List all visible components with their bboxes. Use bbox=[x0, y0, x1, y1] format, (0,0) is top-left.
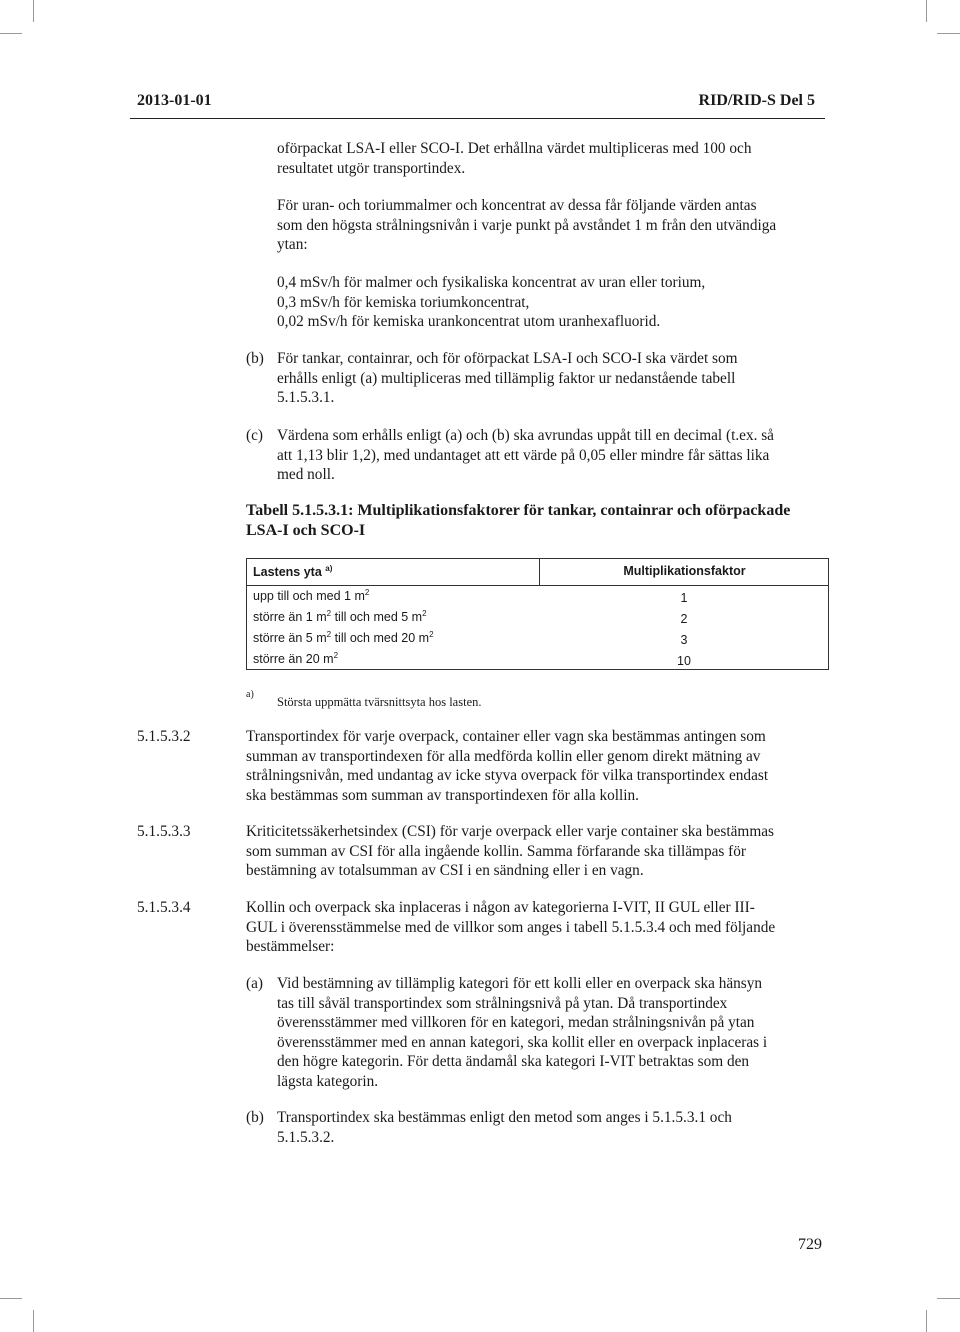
text-line: summan av transportindexen för alla medförda kollin eller genom direkt mätning av bbox=[246, 747, 761, 765]
table-row bbox=[247, 629, 828, 650]
cell-text: större än 20 m bbox=[253, 652, 334, 666]
ore-paragraph bbox=[277, 196, 776, 255]
cell-text: upp till och med 1 m bbox=[253, 589, 365, 603]
section-number: 5.1.5.3.4 bbox=[137, 899, 191, 916]
text-line: att 1,13 blir 1,2), med undantaget att ett värde på 0,05 eller mindre får sättas lika bbox=[277, 446, 770, 464]
dose-rate-list bbox=[277, 273, 705, 332]
text-line: 5.1.5.3.1. bbox=[277, 389, 335, 406]
text-line: Tabell 5.1.5.3.1: Multiplikationsfaktorer för tankar, containrar och oförpackade bbox=[246, 502, 791, 519]
item-label: (a) bbox=[246, 975, 263, 992]
section-5-1-5-3-3-text bbox=[246, 822, 774, 881]
footnote-mark: a) bbox=[246, 689, 254, 700]
superscript: 2 bbox=[326, 630, 332, 639]
table-cell: 3 bbox=[680, 633, 688, 647]
section-5-1-5-3-4-text bbox=[246, 898, 775, 957]
crop-mark bbox=[33, 1310, 34, 1332]
section-5-1-5-3-4-item-b bbox=[277, 1108, 732, 1147]
cell-text: till och med 20 m bbox=[331, 631, 430, 645]
text-line: Vid bestämning av tillämplig kategori för ett kolli eller en overpack ska hänsyn bbox=[277, 975, 763, 992]
table-row bbox=[247, 587, 828, 608]
table-cell bbox=[253, 589, 369, 603]
text-line: Värdena som erhålls enligt (a) och (b) ska avrundas uppåt till en decimal (t.ex. så bbox=[277, 427, 774, 444]
table-row bbox=[247, 608, 828, 629]
item-b-paragraph bbox=[277, 349, 738, 408]
text-line: 5.1.5.3.2. bbox=[277, 1128, 335, 1146]
text-line: tas till såväl transportindex som strålningsnivå på ytan. Då transportindex bbox=[277, 994, 728, 1012]
page-number: 729 bbox=[798, 1236, 822, 1253]
text-line: resultatet utgör transportindex. bbox=[277, 159, 466, 177]
text-line: GUL i överensstämmelse med de villkor som anges i tabell 5.1.5.3.4 och med följande bbox=[246, 918, 776, 936]
text-line: med noll. bbox=[277, 466, 335, 483]
text-line: bestämmelser: bbox=[246, 938, 335, 955]
table-header-cell: Multiplikationsfaktor bbox=[623, 564, 746, 578]
footnote-ref: a) bbox=[325, 564, 333, 573]
table-cell bbox=[253, 652, 338, 666]
header-document-code: RID/RID-S Del 5 bbox=[698, 92, 815, 109]
text-line: LSA-I och SCO-I bbox=[246, 522, 366, 539]
item-label: (b) bbox=[246, 350, 264, 367]
crop-mark bbox=[926, 1310, 927, 1332]
crop-mark bbox=[926, 0, 927, 22]
text-line: erhålls enligt (a) multipliceras med tillämplig faktor ur nedanstående tabell bbox=[277, 369, 736, 387]
crop-mark bbox=[33, 0, 34, 22]
item-c-paragraph bbox=[277, 426, 774, 485]
multiplication-factor-table bbox=[246, 558, 829, 670]
section-number: 5.1.5.3.3 bbox=[137, 823, 191, 840]
text-line: Transportindex ska bestämmas enligt den metod som anges i 5.1.5.3.1 och bbox=[277, 1109, 732, 1126]
text-line: som den högsta strålningsnivån i varje punkt på avståndet 1 m från den utvändiga bbox=[277, 216, 777, 234]
table-cell: 2 bbox=[680, 612, 688, 626]
table-header-row bbox=[247, 559, 828, 586]
text-line: För uran- och toriummalmer och koncentrat av dessa får följande värden antas bbox=[277, 197, 757, 214]
text-line: Kriticitetssäkerhetsindex (CSI) för varje overpack eller varje container ska bestämmas bbox=[246, 823, 774, 840]
table-cell bbox=[253, 631, 434, 645]
text-line: som summan av CSI för alla ingående kollin. Samma förfarande ska tillämpas för bbox=[246, 842, 746, 860]
crop-mark bbox=[937, 1298, 960, 1299]
superscript: 2 bbox=[364, 588, 370, 597]
cell-text: till och med 5 m bbox=[331, 610, 423, 624]
superscript: 2 bbox=[422, 609, 427, 618]
text-line: den högre kategorin. För detta ändamål ska kategori I-VIT betraktas som den bbox=[277, 1053, 750, 1070]
text-line: För tankar, containrar, och för oförpackat LSA-I och SCO-I ska värdet som bbox=[277, 350, 738, 367]
item-label: (b) bbox=[246, 1109, 264, 1126]
superscript: 2 bbox=[333, 651, 339, 660]
crop-mark bbox=[937, 33, 960, 34]
text-line: bestämning av totalsumman av CSI i en sändning eller i en vagn. bbox=[246, 862, 644, 879]
section-5-1-5-3-4-item-a bbox=[277, 974, 767, 1091]
superscript: 2 bbox=[429, 630, 434, 639]
text-line: ytan: bbox=[277, 236, 308, 253]
crop-mark bbox=[0, 1298, 22, 1299]
header-label: Lastens yta bbox=[253, 565, 322, 579]
table-header-cell bbox=[253, 565, 332, 579]
text-line: strålningsnivån, med undantag av icke styva overpack för vilka transportindex endast bbox=[246, 767, 769, 784]
section-number: 5.1.5.3.2 bbox=[137, 728, 191, 745]
text-line: ska bestämmas som summan av transportindexen för alla kollin. bbox=[246, 786, 639, 804]
crop-mark bbox=[0, 33, 22, 34]
table-cell bbox=[253, 610, 427, 624]
table-caption bbox=[246, 501, 846, 541]
table-row bbox=[247, 650, 828, 671]
list-item: 0,3 mSv/h för kemiska toriumkoncentrat, bbox=[277, 293, 530, 311]
footnote-text: Största uppmätta tvärsnittsyta hos lasten. bbox=[277, 695, 482, 709]
intro-paragraph bbox=[277, 139, 751, 178]
section-5-1-5-3-2-text bbox=[246, 727, 768, 805]
text-line: Kollin och overpack ska inplaceras i någon av kategorierna I-VIT, II GUL eller III- bbox=[246, 899, 755, 916]
text-line: Transportindex för varje overpack, container eller vagn ska bestämmas antingen som bbox=[246, 728, 766, 745]
item-label: (c) bbox=[246, 427, 263, 444]
list-item: 0,4 mSv/h för malmer och fysikaliska koncentrat av uran eller torium, bbox=[277, 274, 706, 291]
table-cell: 10 bbox=[677, 654, 691, 668]
cell-text: större än 1 m bbox=[253, 610, 327, 624]
text-line: oförpackat LSA-I eller SCO-I. Det erhållna värdet multipliceras med 100 och bbox=[277, 140, 752, 157]
cell-text: större än 5 m bbox=[253, 631, 327, 645]
text-line: överensstämmer med en annan kategori, ska kollit eller en overpack inplaceras i bbox=[277, 1033, 768, 1051]
text-line: lägsta kategorin. bbox=[277, 1072, 379, 1090]
header-rule bbox=[130, 118, 825, 119]
superscript: 2 bbox=[326, 609, 332, 618]
table-cell: 1 bbox=[680, 591, 688, 605]
list-item: 0,02 mSv/h för kemiska urankoncentrat utom uranhexafluorid. bbox=[277, 313, 661, 330]
header-date: 2013-01-01 bbox=[137, 92, 212, 109]
text-line: överensstämmer med villkoren för en kategori, medan strålningsnivån på ytan bbox=[277, 1014, 755, 1031]
